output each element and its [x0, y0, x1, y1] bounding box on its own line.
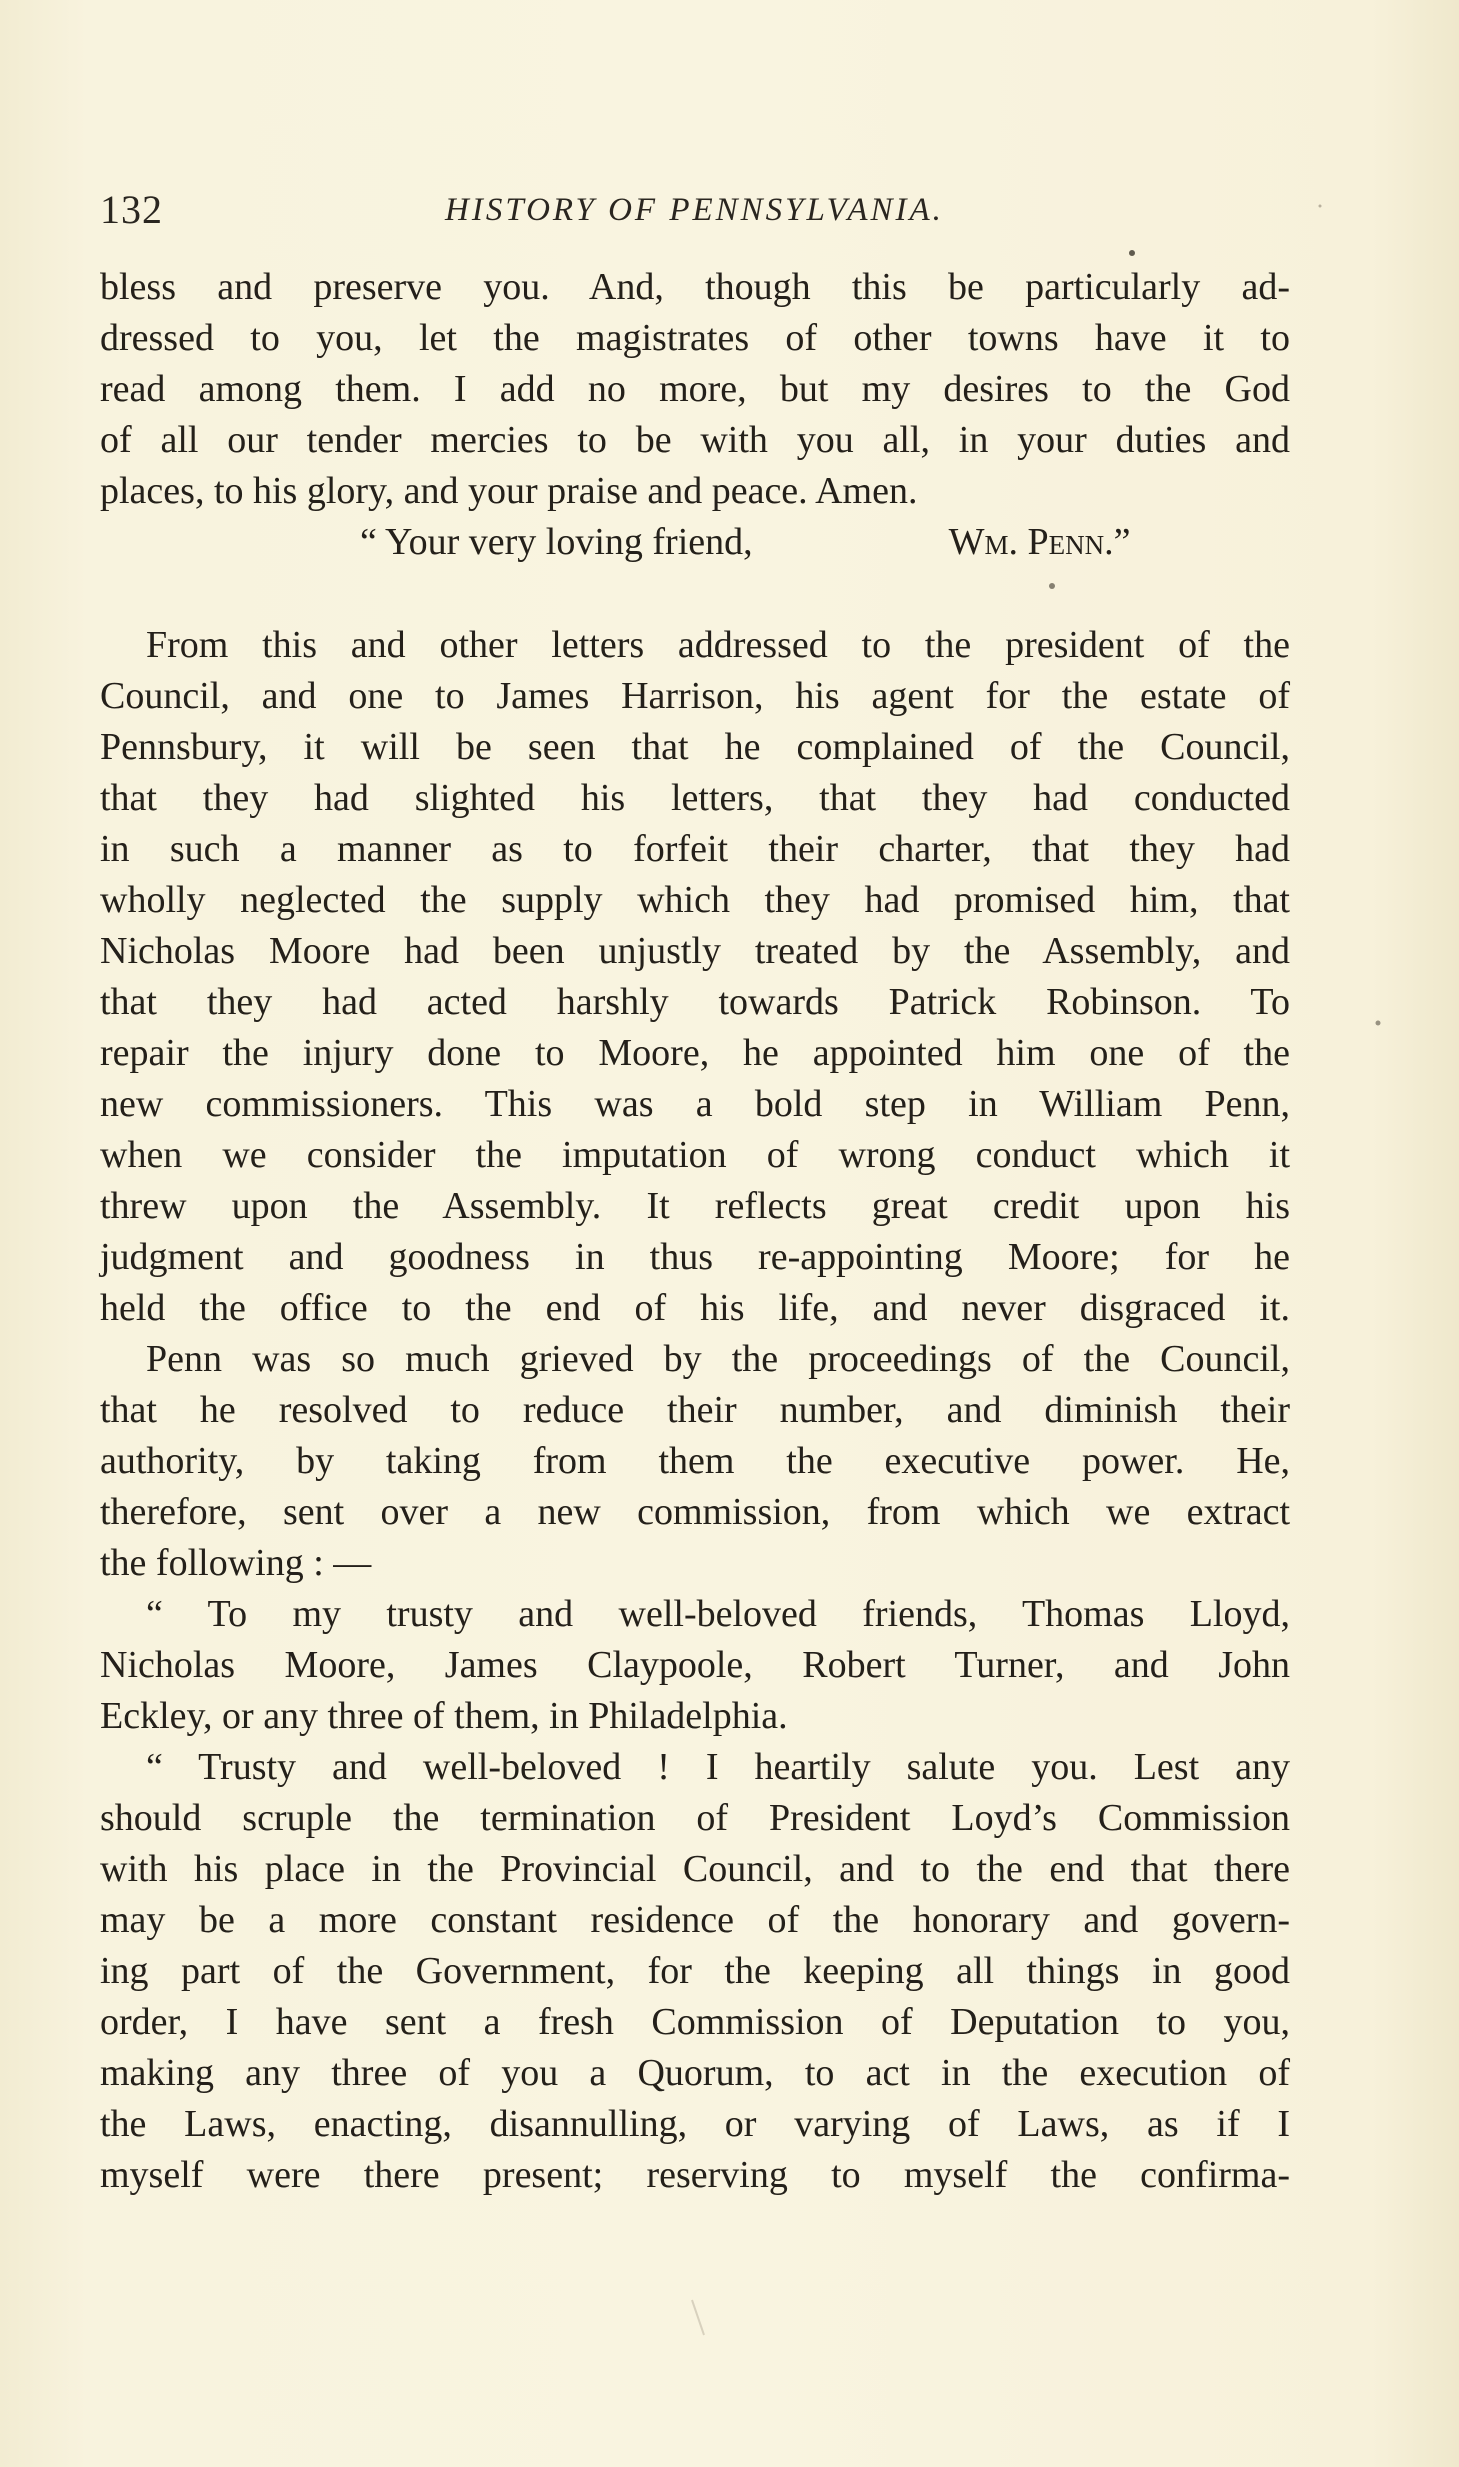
ink-speck	[1319, 205, 1322, 208]
text-line: “ To my trusty and well-beloved friends, Thomas Lloyd,	[146, 1593, 1290, 1635]
text-line: therefore, sent over a new commission, from which we extract	[100, 1491, 1290, 1533]
text-line: “ Trusty and well-beloved ! I heartily salute you. Lest any	[146, 1746, 1290, 1788]
text-line: From this and other letters addressed to the president of the	[146, 624, 1290, 666]
letter-signature: Wm. Penn.”	[948, 521, 1131, 563]
text-line: threw upon the Assembly. It reflects great credit upon his	[100, 1185, 1290, 1227]
text-line: repair the injury done to Moore, he appointed him one of the	[100, 1032, 1290, 1074]
text-line: the Laws, enacting, disannulling, or varying of Laws, as if I	[100, 2103, 1290, 2145]
text-line: dressed to you, let the magistrates of other towns have it to	[100, 317, 1290, 359]
text-line: in such a manner as to forfeit their charter, that they had	[100, 828, 1290, 870]
text-line: when we consider the imputation of wrong conduct which it	[100, 1134, 1290, 1176]
text-line: the following : —	[100, 1542, 372, 1584]
text-line: ing part of the Government, for the keeping all things in good	[100, 1950, 1290, 1992]
text-line: myself were there present; reserving to myself the confirma-	[100, 2154, 1290, 2196]
text-line: with his place in the Provincial Council, and to the end that there	[100, 1848, 1290, 1890]
text-line: Council, and one to James Harrison, his agent for the estate of	[100, 675, 1290, 717]
page-number: 132	[100, 187, 163, 232]
text-line: may be a more constant residence of the honorary and govern-	[100, 1899, 1290, 1941]
text-line: that he resolved to reduce their number, and diminish their	[100, 1389, 1290, 1431]
paper-scratch	[692, 2300, 704, 2335]
text-line: judgment and goodness in thus re-appointing Moore; for he	[100, 1236, 1290, 1278]
text-line: Nicholas Moore, James Claypoole, Robert Turner, and John	[100, 1644, 1290, 1686]
ink-speck	[1129, 250, 1135, 256]
text-line: authority, by taking from them the executive power. He,	[100, 1440, 1290, 1482]
text-line: that they had slighted his letters, that they had conducted	[100, 777, 1290, 819]
text-line: read among them. I add no more, but my desires to the God	[100, 368, 1290, 410]
text-line: making any three of you a Quorum, to act in the execution of	[100, 2052, 1290, 2094]
text-line: Nicholas Moore had been unjustly treated by the Assembly, and	[100, 930, 1290, 972]
running-head: HISTORY OF PENNSYLVANIA.	[445, 192, 944, 228]
text-line: wholly neglected the supply which they had promised him, that	[100, 879, 1290, 921]
text-line: Penn was so much grieved by the proceedings of the Council,	[146, 1338, 1290, 1380]
text-line: bless and preserve you. And, though this be particularly ad-	[100, 266, 1290, 308]
letter-closing: “ Your very loving friend,	[360, 521, 753, 563]
text-line: should scruple the termination of President Loyd’s Commission	[100, 1797, 1290, 1839]
text-line: that they had acted harshly towards Patrick Robinson. To	[100, 981, 1290, 1023]
text-line: held the office to the end of his life, and never disgraced it.	[100, 1287, 1290, 1329]
text-line: of all our tender mercies to be with you all, in your duties and	[100, 419, 1290, 461]
text-line: places, to his glory, and your praise and peace. Amen.	[100, 470, 918, 512]
text-line: order, I have sent a fresh Commission of Deputation to you,	[100, 2001, 1290, 2043]
text-line: Pennsbury, it will be seen that he complained of the Council,	[100, 726, 1290, 768]
text-line: Eckley, or any three of them, in Philadelphia.	[100, 1695, 788, 1737]
ink-speck	[1049, 583, 1055, 589]
ink-speck	[1376, 1021, 1381, 1026]
text-line: new commissioners. This was a bold step in William Penn,	[100, 1083, 1290, 1125]
